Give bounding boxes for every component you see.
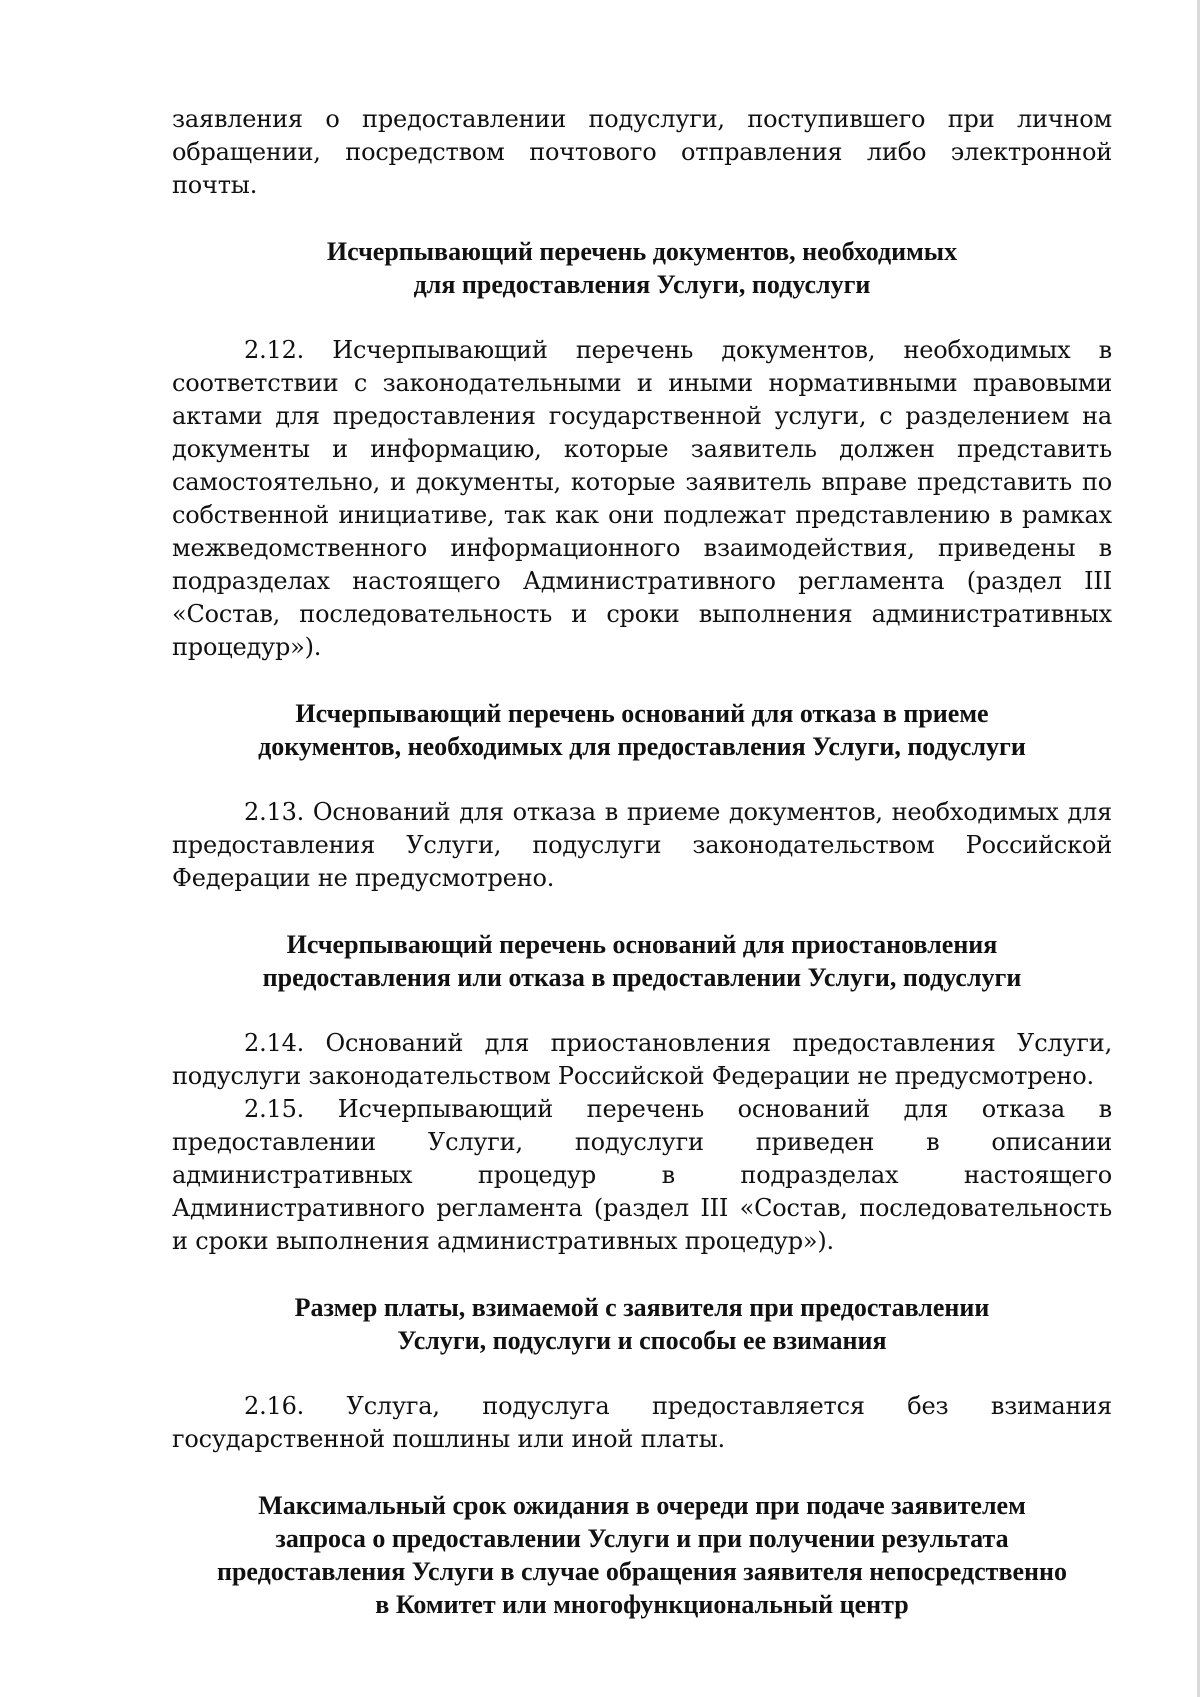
heading-line: Максимальный срок ожидания в очереди при подаче заявителем — [258, 1491, 1026, 1520]
heading-line: Исчерпывающий перечень документов, необходимых — [326, 237, 958, 266]
section-heading-queue-time — [172, 1489, 1112, 1621]
heading-line: Услуги, подуслуги и способы ее взимания — [397, 1326, 887, 1355]
heading-line: документов, необходимых для предоставления Услуги, подуслуги — [258, 732, 1026, 761]
heading-line: для предоставления Услуги, подуслуги — [413, 270, 871, 299]
section-heading-documents — [172, 235, 1112, 301]
heading-line: Исчерпывающий перечень оснований для приостановления — [286, 930, 998, 959]
section-heading-suspension — [172, 928, 1112, 994]
heading-line: Размер платы, взимаемой с заявителя при предоставлении — [294, 1293, 990, 1322]
paragraph-2-13: 2.13. Оснований для отказа в приеме документов, необходимых для предоставления Услуги, подуслуги законодательством Российской Федерации не предусмотрено. — [172, 798, 1112, 892]
heading-line: Исчерпывающий перечень оснований для отказа в приеме — [295, 699, 989, 728]
paragraph-2-15: 2.15. Исчерпывающий перечень оснований для отказа в предоставлении Услуги, подуслуги приведен в описании административных процедур в подразделах настоящего Административного регламента (раздел III «Состав, последовательность и сроки выполнения административных процедур»). — [172, 1095, 1112, 1255]
document-body — [172, 103, 1112, 1621]
paragraph-2-16: 2.16. Услуга, подуслуга предоставляется без взимания государственной пошлины или иной платы. — [172, 1392, 1112, 1453]
heading-line: запроса о предоставлении Услуги и при получении результата — [275, 1524, 1009, 1553]
heading-line: предоставления или отказа в предоставлении Услуги, подуслуги — [262, 963, 1022, 992]
paragraph-2-14: 2.14. Оснований для приостановления предоставления Услуги, подуслуги законодательством Российской Федерации не предусмотрено. — [172, 1029, 1112, 1090]
heading-line: в Комитет или многофункциональный центр — [375, 1590, 909, 1619]
paragraph-2-12: 2.12. Исчерпывающий перечень документов, необходимых в соответствии с законодательными и иными нормативными правовыми актами для предоставления государственной услуги, с разделением на документы и информацию, которые заявитель должен представить самостоятельно, и документы, которые заявитель вправе представить по собственной инициативе, так как они подлежат представлению в рамках межведомственного информационного взаимодействия, приведены в подразделах настоящего Административного регламента (раздел III «Состав, последовательность и сроки выполнения административных процедур»). — [172, 336, 1112, 661]
section-heading-fee — [172, 1291, 1112, 1357]
heading-line: предоставления Услуги в случае обращения заявителя непосредственно — [216, 1557, 1067, 1586]
intro-paragraph: заявления о предоставлении подуслуги, поступившего при личном обращении, посредством почтового отправления либо электронной почты. — [172, 105, 1112, 199]
section-heading-refusal-reception — [172, 697, 1112, 763]
